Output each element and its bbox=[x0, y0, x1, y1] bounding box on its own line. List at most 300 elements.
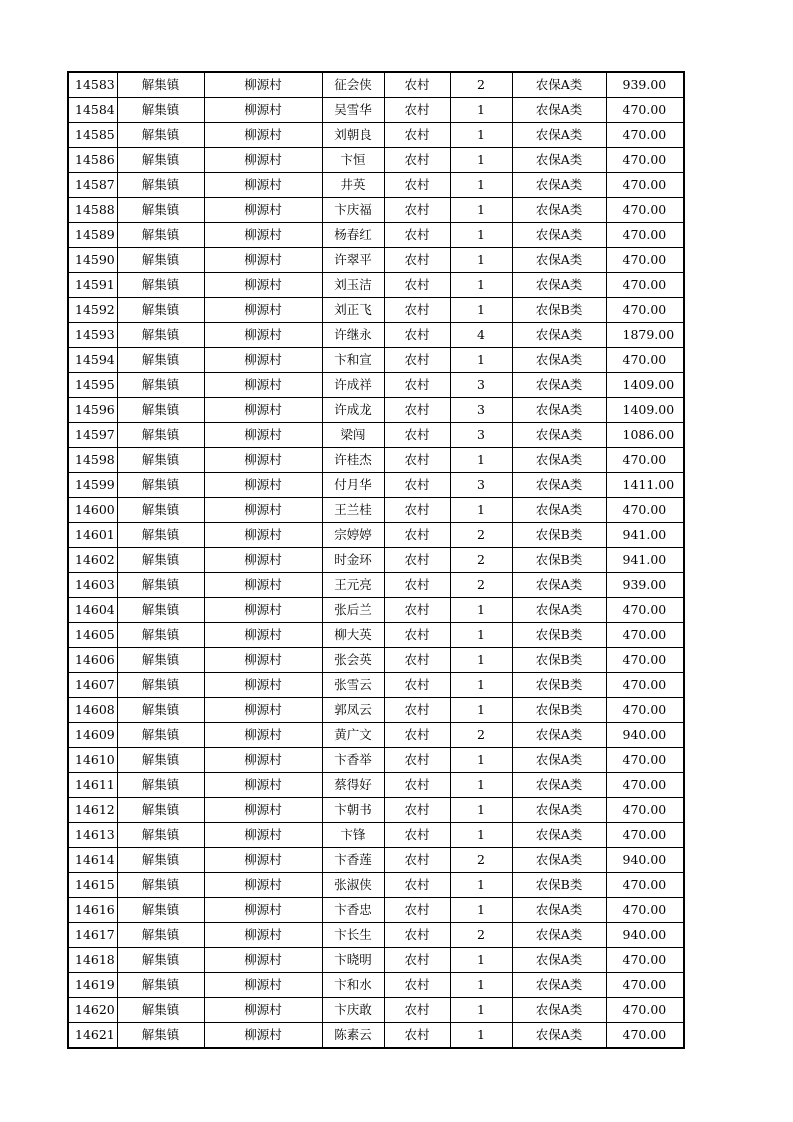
table-row bbox=[68, 373, 684, 398]
cell-village: 柳源村 bbox=[204, 1023, 322, 1049]
cell-name: 张雪云 bbox=[322, 673, 384, 698]
cell-member-count: 1 bbox=[450, 298, 512, 323]
cell-amount: 470.00 bbox=[606, 1023, 684, 1049]
cell-member-count: 1 bbox=[450, 173, 512, 198]
cell-village: 柳源村 bbox=[204, 298, 322, 323]
cell-name: 张淑侠 bbox=[322, 873, 384, 898]
cell-category: 农保B类 bbox=[512, 873, 606, 898]
cell-category: 农保A类 bbox=[512, 998, 606, 1023]
cell-village: 柳源村 bbox=[204, 423, 322, 448]
cell-household-type: 农村 bbox=[384, 523, 450, 548]
cell-member-count: 1 bbox=[450, 273, 512, 298]
cell-member-count: 2 bbox=[450, 573, 512, 598]
cell-record-id: 14599 bbox=[68, 473, 117, 498]
table-row bbox=[68, 298, 684, 323]
cell-record-id: 14583 bbox=[68, 72, 117, 98]
table-row bbox=[68, 773, 684, 798]
cell-town: 解集镇 bbox=[117, 298, 204, 323]
cell-name: 张后兰 bbox=[322, 598, 384, 623]
cell-record-id: 14600 bbox=[68, 498, 117, 523]
cell-category: 农保A类 bbox=[512, 148, 606, 173]
cell-member-count: 1 bbox=[450, 123, 512, 148]
cell-village: 柳源村 bbox=[204, 223, 322, 248]
table-row bbox=[68, 923, 684, 948]
cell-record-id: 14595 bbox=[68, 373, 117, 398]
cell-town: 解集镇 bbox=[117, 98, 204, 123]
cell-record-id: 14592 bbox=[68, 298, 117, 323]
cell-category: 农保A类 bbox=[512, 98, 606, 123]
cell-name: 宗婷婷 bbox=[322, 523, 384, 548]
cell-category: 农保A类 bbox=[512, 448, 606, 473]
cell-household-type: 农村 bbox=[384, 498, 450, 523]
cell-household-type: 农村 bbox=[384, 423, 450, 448]
cell-household-type: 农村 bbox=[384, 148, 450, 173]
cell-amount: 1086.00 bbox=[606, 423, 684, 448]
cell-village: 柳源村 bbox=[204, 323, 322, 348]
cell-household-type: 农村 bbox=[384, 573, 450, 598]
cell-town: 解集镇 bbox=[117, 898, 204, 923]
cell-record-id: 14609 bbox=[68, 723, 117, 748]
cell-category: 农保B类 bbox=[512, 623, 606, 648]
cell-record-id: 14590 bbox=[68, 248, 117, 273]
cell-member-count: 2 bbox=[450, 72, 512, 98]
cell-village: 柳源村 bbox=[204, 723, 322, 748]
table-row bbox=[68, 648, 684, 673]
table-row bbox=[68, 748, 684, 773]
cell-household-type: 农村 bbox=[384, 373, 450, 398]
cell-category: 农保A类 bbox=[512, 973, 606, 998]
cell-village: 柳源村 bbox=[204, 773, 322, 798]
cell-amount: 470.00 bbox=[606, 648, 684, 673]
cell-household-type: 农村 bbox=[384, 623, 450, 648]
cell-town: 解集镇 bbox=[117, 448, 204, 473]
cell-member-count: 2 bbox=[450, 923, 512, 948]
table-row bbox=[68, 498, 684, 523]
cell-town: 解集镇 bbox=[117, 573, 204, 598]
table-row bbox=[68, 823, 684, 848]
cell-amount: 470.00 bbox=[606, 123, 684, 148]
cell-household-type: 农村 bbox=[384, 673, 450, 698]
table-row bbox=[68, 273, 684, 298]
cell-name: 卞长生 bbox=[322, 923, 384, 948]
cell-amount: 470.00 bbox=[606, 873, 684, 898]
table-row bbox=[68, 723, 684, 748]
cell-town: 解集镇 bbox=[117, 773, 204, 798]
cell-household-type: 农村 bbox=[384, 773, 450, 798]
cell-village: 柳源村 bbox=[204, 273, 322, 298]
cell-category: 农保A类 bbox=[512, 948, 606, 973]
cell-amount: 940.00 bbox=[606, 923, 684, 948]
table-row bbox=[68, 973, 684, 998]
table-row bbox=[68, 398, 684, 423]
cell-name: 杨春红 bbox=[322, 223, 384, 248]
table-row bbox=[68, 998, 684, 1023]
cell-record-id: 14585 bbox=[68, 123, 117, 148]
cell-amount: 470.00 bbox=[606, 173, 684, 198]
cell-record-id: 14606 bbox=[68, 648, 117, 673]
cell-town: 解集镇 bbox=[117, 823, 204, 848]
cell-member-count: 1 bbox=[450, 698, 512, 723]
cell-amount: 470.00 bbox=[606, 348, 684, 373]
cell-record-id: 14611 bbox=[68, 773, 117, 798]
cell-name: 郭凤云 bbox=[322, 698, 384, 723]
cell-household-type: 农村 bbox=[384, 398, 450, 423]
cell-name: 陈素云 bbox=[322, 1023, 384, 1049]
cell-category: 农保A类 bbox=[512, 898, 606, 923]
cell-member-count: 1 bbox=[450, 773, 512, 798]
cell-village: 柳源村 bbox=[204, 98, 322, 123]
cell-name: 卞和宣 bbox=[322, 348, 384, 373]
cell-member-count: 3 bbox=[450, 373, 512, 398]
cell-name: 卞朝书 bbox=[322, 798, 384, 823]
cell-town: 解集镇 bbox=[117, 348, 204, 373]
cell-village: 柳源村 bbox=[204, 473, 322, 498]
cell-village: 柳源村 bbox=[204, 448, 322, 473]
cell-household-type: 农村 bbox=[384, 448, 450, 473]
cell-village: 柳源村 bbox=[204, 673, 322, 698]
cell-category: 农保B类 bbox=[512, 673, 606, 698]
cell-category: 农保A类 bbox=[512, 323, 606, 348]
cell-town: 解集镇 bbox=[117, 698, 204, 723]
cell-town: 解集镇 bbox=[117, 523, 204, 548]
cell-town: 解集镇 bbox=[117, 248, 204, 273]
cell-category: 农保A类 bbox=[512, 423, 606, 448]
cell-household-type: 农村 bbox=[384, 973, 450, 998]
cell-village: 柳源村 bbox=[204, 873, 322, 898]
table-body bbox=[68, 72, 684, 1048]
cell-amount: 470.00 bbox=[606, 973, 684, 998]
cell-name: 卞香举 bbox=[322, 748, 384, 773]
cell-category: 农保A类 bbox=[512, 473, 606, 498]
cell-town: 解集镇 bbox=[117, 973, 204, 998]
cell-record-id: 14596 bbox=[68, 398, 117, 423]
cell-town: 解集镇 bbox=[117, 748, 204, 773]
cell-member-count: 1 bbox=[450, 948, 512, 973]
table-row bbox=[68, 848, 684, 873]
cell-record-id: 14586 bbox=[68, 148, 117, 173]
cell-household-type: 农村 bbox=[384, 698, 450, 723]
cell-village: 柳源村 bbox=[204, 648, 322, 673]
cell-member-count: 1 bbox=[450, 748, 512, 773]
cell-town: 解集镇 bbox=[117, 623, 204, 648]
cell-village: 柳源村 bbox=[204, 948, 322, 973]
cell-record-id: 14619 bbox=[68, 973, 117, 998]
cell-name: 卞恒 bbox=[322, 148, 384, 173]
cell-household-type: 农村 bbox=[384, 798, 450, 823]
table-row bbox=[68, 573, 684, 598]
cell-amount: 470.00 bbox=[606, 248, 684, 273]
table-row bbox=[68, 673, 684, 698]
cell-village: 柳源村 bbox=[204, 198, 322, 223]
table-row bbox=[68, 248, 684, 273]
table-row bbox=[68, 123, 684, 148]
cell-category: 农保A类 bbox=[512, 173, 606, 198]
table-row bbox=[68, 198, 684, 223]
table-row bbox=[68, 148, 684, 173]
cell-town: 解集镇 bbox=[117, 798, 204, 823]
table-row bbox=[68, 948, 684, 973]
cell-amount: 1411.00 bbox=[606, 473, 684, 498]
cell-member-count: 4 bbox=[450, 323, 512, 348]
cell-record-id: 14610 bbox=[68, 748, 117, 773]
cell-amount: 470.00 bbox=[606, 798, 684, 823]
cell-category: 农保A类 bbox=[512, 248, 606, 273]
table-row bbox=[68, 72, 684, 98]
cell-amount: 470.00 bbox=[606, 598, 684, 623]
records-table bbox=[67, 71, 685, 1049]
cell-household-type: 农村 bbox=[384, 898, 450, 923]
cell-name: 付月华 bbox=[322, 473, 384, 498]
cell-town: 解集镇 bbox=[117, 423, 204, 448]
cell-name: 卞晓明 bbox=[322, 948, 384, 973]
cell-village: 柳源村 bbox=[204, 248, 322, 273]
cell-member-count: 1 bbox=[450, 448, 512, 473]
cell-name: 柳大英 bbox=[322, 623, 384, 648]
table-row bbox=[68, 98, 684, 123]
cell-name: 卞庆敢 bbox=[322, 998, 384, 1023]
cell-amount: 470.00 bbox=[606, 948, 684, 973]
cell-village: 柳源村 bbox=[204, 998, 322, 1023]
cell-name: 刘玉洁 bbox=[322, 273, 384, 298]
cell-member-count: 1 bbox=[450, 1023, 512, 1049]
cell-amount: 470.00 bbox=[606, 148, 684, 173]
cell-category: 农保A类 bbox=[512, 848, 606, 873]
cell-amount: 470.00 bbox=[606, 273, 684, 298]
cell-category: 农保A类 bbox=[512, 798, 606, 823]
cell-record-id: 14614 bbox=[68, 848, 117, 873]
cell-village: 柳源村 bbox=[204, 348, 322, 373]
cell-town: 解集镇 bbox=[117, 72, 204, 98]
cell-town: 解集镇 bbox=[117, 498, 204, 523]
cell-category: 农保B类 bbox=[512, 298, 606, 323]
table-row bbox=[68, 898, 684, 923]
cell-town: 解集镇 bbox=[117, 148, 204, 173]
cell-amount: 470.00 bbox=[606, 498, 684, 523]
cell-name: 梁闯 bbox=[322, 423, 384, 448]
cell-town: 解集镇 bbox=[117, 548, 204, 573]
cell-record-id: 14603 bbox=[68, 573, 117, 598]
cell-member-count: 1 bbox=[450, 598, 512, 623]
cell-household-type: 农村 bbox=[384, 72, 450, 98]
cell-town: 解集镇 bbox=[117, 998, 204, 1023]
cell-town: 解集镇 bbox=[117, 948, 204, 973]
cell-town: 解集镇 bbox=[117, 1023, 204, 1049]
cell-member-count: 1 bbox=[450, 198, 512, 223]
cell-category: 农保B类 bbox=[512, 698, 606, 723]
cell-category: 农保A类 bbox=[512, 598, 606, 623]
table-row bbox=[68, 223, 684, 248]
cell-member-count: 1 bbox=[450, 648, 512, 673]
cell-name: 许桂杰 bbox=[322, 448, 384, 473]
cell-record-id: 14597 bbox=[68, 423, 117, 448]
cell-category: 农保A类 bbox=[512, 573, 606, 598]
cell-household-type: 农村 bbox=[384, 273, 450, 298]
cell-name: 卞锋 bbox=[322, 823, 384, 848]
cell-amount: 470.00 bbox=[606, 698, 684, 723]
cell-town: 解集镇 bbox=[117, 648, 204, 673]
cell-household-type: 农村 bbox=[384, 1023, 450, 1049]
cell-member-count: 3 bbox=[450, 423, 512, 448]
cell-member-count: 1 bbox=[450, 348, 512, 373]
cell-household-type: 农村 bbox=[384, 648, 450, 673]
cell-village: 柳源村 bbox=[204, 623, 322, 648]
cell-amount: 470.00 bbox=[606, 773, 684, 798]
table-row bbox=[68, 698, 684, 723]
cell-village: 柳源村 bbox=[204, 748, 322, 773]
cell-name: 吴雪华 bbox=[322, 98, 384, 123]
cell-town: 解集镇 bbox=[117, 848, 204, 873]
cell-record-id: 14607 bbox=[68, 673, 117, 698]
cell-household-type: 农村 bbox=[384, 873, 450, 898]
cell-household-type: 农村 bbox=[384, 598, 450, 623]
cell-category: 农保A类 bbox=[512, 1023, 606, 1049]
cell-category: 农保A类 bbox=[512, 398, 606, 423]
cell-amount: 470.00 bbox=[606, 223, 684, 248]
cell-name: 井英 bbox=[322, 173, 384, 198]
cell-record-id: 14584 bbox=[68, 98, 117, 123]
cell-town: 解集镇 bbox=[117, 373, 204, 398]
cell-town: 解集镇 bbox=[117, 873, 204, 898]
cell-member-count: 1 bbox=[450, 498, 512, 523]
cell-record-id: 14621 bbox=[68, 1023, 117, 1049]
cell-household-type: 农村 bbox=[384, 298, 450, 323]
cell-amount: 1409.00 bbox=[606, 398, 684, 423]
cell-record-id: 14612 bbox=[68, 798, 117, 823]
table-row bbox=[68, 473, 684, 498]
cell-category: 农保A类 bbox=[512, 773, 606, 798]
table-row bbox=[68, 323, 684, 348]
cell-household-type: 农村 bbox=[384, 223, 450, 248]
cell-category: 农保A类 bbox=[512, 723, 606, 748]
cell-member-count: 1 bbox=[450, 673, 512, 698]
table-row bbox=[68, 173, 684, 198]
cell-record-id: 14608 bbox=[68, 698, 117, 723]
cell-member-count: 2 bbox=[450, 723, 512, 748]
cell-village: 柳源村 bbox=[204, 698, 322, 723]
cell-member-count: 1 bbox=[450, 248, 512, 273]
cell-name: 张会英 bbox=[322, 648, 384, 673]
cell-name: 卞香忠 bbox=[322, 898, 384, 923]
cell-village: 柳源村 bbox=[204, 373, 322, 398]
table-row bbox=[68, 548, 684, 573]
cell-amount: 470.00 bbox=[606, 673, 684, 698]
cell-household-type: 农村 bbox=[384, 723, 450, 748]
cell-town: 解集镇 bbox=[117, 673, 204, 698]
cell-record-id: 14591 bbox=[68, 273, 117, 298]
cell-village: 柳源村 bbox=[204, 898, 322, 923]
cell-record-id: 14593 bbox=[68, 323, 117, 348]
cell-village: 柳源村 bbox=[204, 598, 322, 623]
cell-household-type: 农村 bbox=[384, 348, 450, 373]
cell-name: 刘朝良 bbox=[322, 123, 384, 148]
cell-town: 解集镇 bbox=[117, 598, 204, 623]
cell-category: 农保A类 bbox=[512, 198, 606, 223]
cell-household-type: 农村 bbox=[384, 123, 450, 148]
cell-household-type: 农村 bbox=[384, 923, 450, 948]
cell-category: 农保A类 bbox=[512, 923, 606, 948]
cell-household-type: 农村 bbox=[384, 473, 450, 498]
cell-amount: 941.00 bbox=[606, 548, 684, 573]
cell-category: 农保B类 bbox=[512, 648, 606, 673]
cell-name: 许翠平 bbox=[322, 248, 384, 273]
cell-household-type: 农村 bbox=[384, 323, 450, 348]
cell-amount: 470.00 bbox=[606, 998, 684, 1023]
cell-town: 解集镇 bbox=[117, 273, 204, 298]
cell-record-id: 14589 bbox=[68, 223, 117, 248]
cell-name: 王元亮 bbox=[322, 573, 384, 598]
cell-member-count: 1 bbox=[450, 623, 512, 648]
cell-name: 卞庆福 bbox=[322, 198, 384, 223]
cell-member-count: 1 bbox=[450, 98, 512, 123]
cell-category: 农保A类 bbox=[512, 498, 606, 523]
cell-record-id: 14588 bbox=[68, 198, 117, 223]
cell-village: 柳源村 bbox=[204, 548, 322, 573]
cell-village: 柳源村 bbox=[204, 573, 322, 598]
cell-town: 解集镇 bbox=[117, 923, 204, 948]
table-row bbox=[68, 348, 684, 373]
cell-record-id: 14616 bbox=[68, 898, 117, 923]
cell-name: 卞和水 bbox=[322, 973, 384, 998]
cell-village: 柳源村 bbox=[204, 148, 322, 173]
cell-record-id: 14598 bbox=[68, 448, 117, 473]
cell-town: 解集镇 bbox=[117, 223, 204, 248]
cell-amount: 940.00 bbox=[606, 848, 684, 873]
cell-household-type: 农村 bbox=[384, 248, 450, 273]
table-row bbox=[68, 623, 684, 648]
table-row bbox=[68, 423, 684, 448]
cell-category: 农保B类 bbox=[512, 523, 606, 548]
table-row bbox=[68, 598, 684, 623]
cell-village: 柳源村 bbox=[204, 498, 322, 523]
cell-village: 柳源村 bbox=[204, 823, 322, 848]
cell-household-type: 农村 bbox=[384, 823, 450, 848]
cell-amount: 939.00 bbox=[606, 573, 684, 598]
cell-amount: 940.00 bbox=[606, 723, 684, 748]
cell-member-count: 3 bbox=[450, 398, 512, 423]
table-row bbox=[68, 1023, 684, 1049]
cell-amount: 1879.00 bbox=[606, 323, 684, 348]
cell-village: 柳源村 bbox=[204, 848, 322, 873]
cell-member-count: 3 bbox=[450, 473, 512, 498]
cell-household-type: 农村 bbox=[384, 998, 450, 1023]
cell-town: 解集镇 bbox=[117, 123, 204, 148]
cell-record-id: 14613 bbox=[68, 823, 117, 848]
cell-town: 解集镇 bbox=[117, 723, 204, 748]
cell-household-type: 农村 bbox=[384, 198, 450, 223]
cell-village: 柳源村 bbox=[204, 398, 322, 423]
cell-name: 蔡得好 bbox=[322, 773, 384, 798]
cell-record-id: 14618 bbox=[68, 948, 117, 973]
table-row bbox=[68, 523, 684, 548]
cell-member-count: 1 bbox=[450, 973, 512, 998]
cell-town: 解集镇 bbox=[117, 398, 204, 423]
cell-village: 柳源村 bbox=[204, 523, 322, 548]
cell-record-id: 14620 bbox=[68, 998, 117, 1023]
cell-category: 农保A类 bbox=[512, 823, 606, 848]
cell-member-count: 2 bbox=[450, 523, 512, 548]
cell-name: 许成龙 bbox=[322, 398, 384, 423]
cell-category: 农保A类 bbox=[512, 72, 606, 98]
cell-record-id: 14587 bbox=[68, 173, 117, 198]
cell-amount: 1409.00 bbox=[606, 373, 684, 398]
cell-record-id: 14615 bbox=[68, 873, 117, 898]
cell-category: 农保A类 bbox=[512, 273, 606, 298]
cell-category: 农保A类 bbox=[512, 223, 606, 248]
cell-village: 柳源村 bbox=[204, 123, 322, 148]
cell-member-count: 2 bbox=[450, 848, 512, 873]
cell-record-id: 14604 bbox=[68, 598, 117, 623]
cell-category: 农保A类 bbox=[512, 123, 606, 148]
